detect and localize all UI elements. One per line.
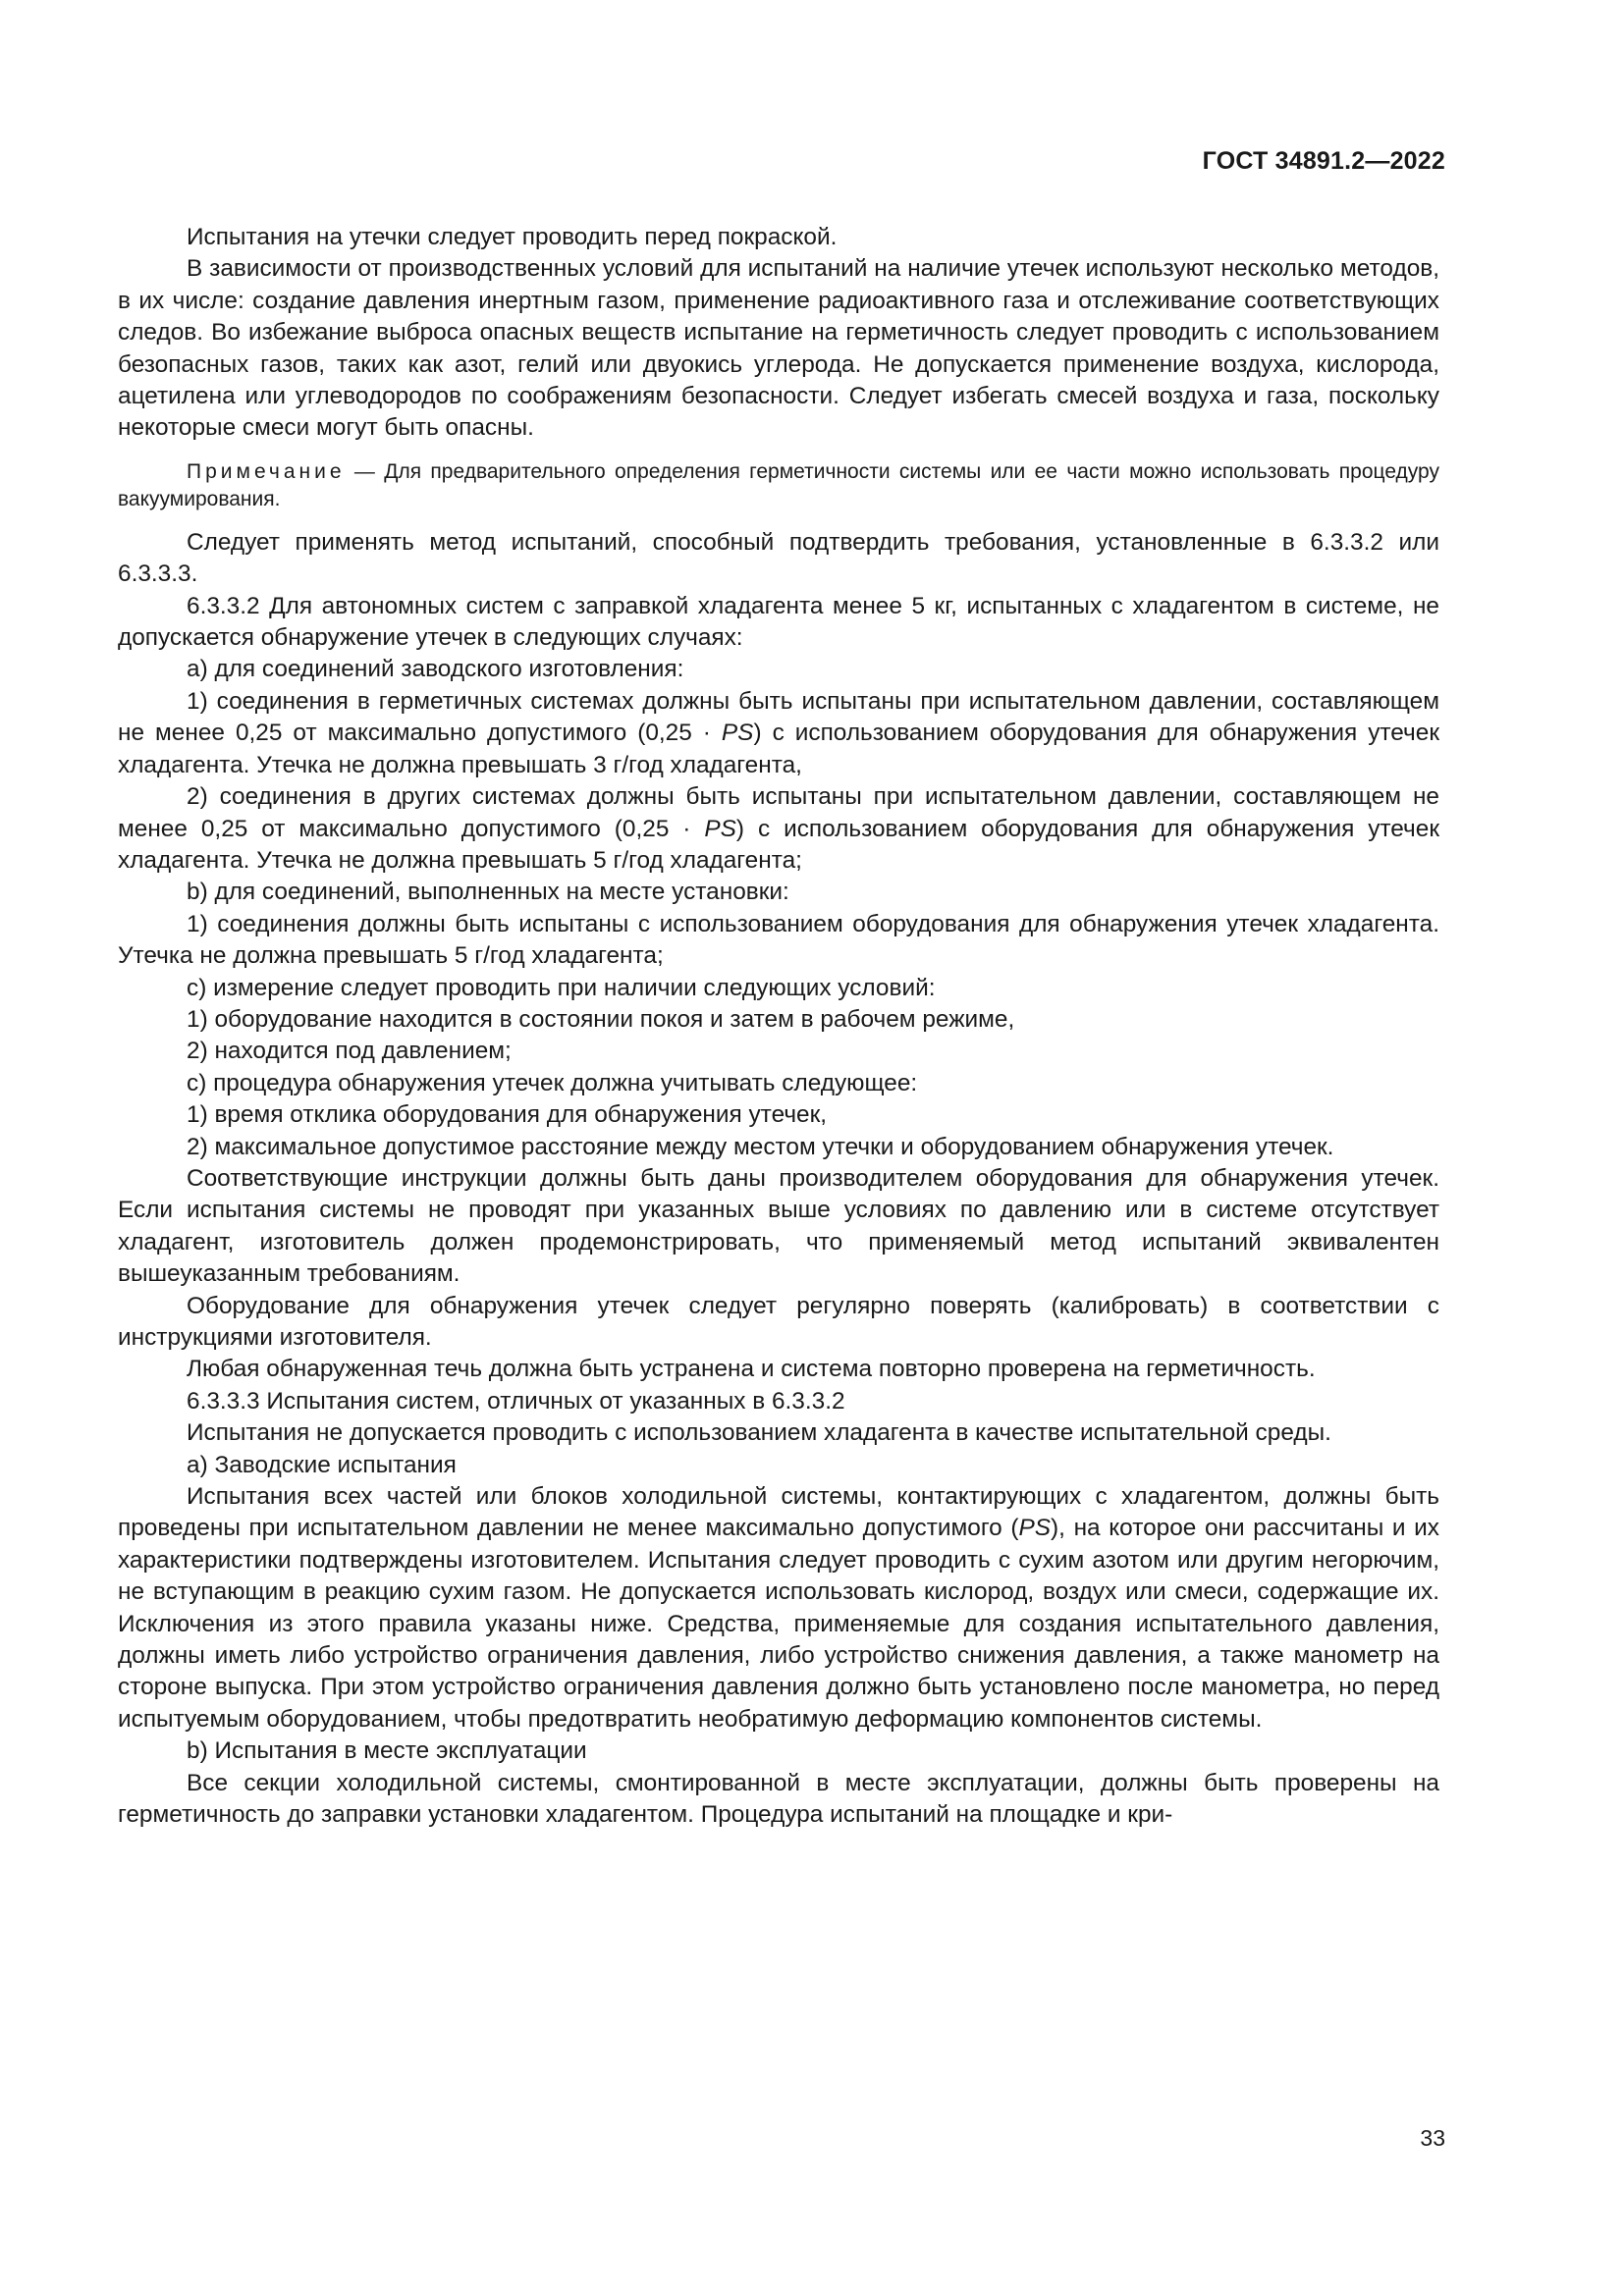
note-text: Для предварительного определения герметичности системы или ее части можно использовать процедуру вакуумирования. [118, 459, 1439, 510]
ps-symbol: PS [1018, 1515, 1052, 1542]
document-code: ГОСТ 34891.2—2022 [1202, 147, 1445, 175]
list-item: 1) оборудование находится в состоянии покоя и затем в рабочем режиме, [187, 1005, 1015, 1033]
clause-6-3-3-2: 6.3.3.2 Для автономных систем с заправкой хладагента менее 5 кг, испытанных с хладагентом в системе, не допускается обнаружение утечек в следующих случаях: [118, 592, 1439, 652]
note [118, 458, 1439, 513]
paragraph: Любая обнаруженная течь должна быть устранена и система повторно проверена на герметичность. [187, 1356, 1316, 1383]
paragraph: Испытания не допускается проводить с использованием хладагента в качестве испытательной среды. [187, 1419, 1331, 1447]
list-item: с) измерение следует проводить при наличии следующих условий: [187, 974, 936, 1001]
paragraph [118, 1481, 1439, 1735]
list-item: 1) время отклика оборудования для обнаружения утечек, [187, 1101, 828, 1129]
list-item [118, 686, 1439, 781]
paragraph: Соответствующие инструкции должны быть даны производителем оборудования для обнаружения утечек. Если испытания системы не проводят при указанных выше условиях по давлению или в системе отсутствует хладагент, изготовитель должен продемонстрировать, что применяемый метод испытаний эквивалентен вышеуказанным требованиям. [118, 1164, 1439, 1288]
ps-symbol: PS [704, 815, 736, 842]
paragraph: Испытания на утечки следует проводить перед покраской. [187, 224, 838, 250]
text-run: Испытания всех частей или блоков холодильной системы, контактирующих с хладагентом, должны быть проведены при испытательном давлении не менее максимально допустимого ( [118, 1483, 1439, 1542]
list-item: а) Заводские испытания [187, 1451, 457, 1478]
note-separator: — [345, 459, 385, 483]
list-item: а) для соединений заводского изготовления: [187, 656, 684, 683]
note-label: Примечание [187, 459, 346, 483]
paragraph: Все секции холодильной системы, смонтированной в месте эксплуатации, должны быть проверены на герметичность до заправки установки хладагентом. Процедура испытаний на площадке и кри- [118, 1769, 1439, 1829]
paragraph: Следует применять метод испытаний, способный подтвердить требования, установленные в 6.3.3.2 или 6.3.3.3. [118, 528, 1439, 588]
text-run: ), на которое они рассчитаны и их характеристики подтверждены изготовителем. Испытания следует проводить с сухим азотом или другим негорючим, не вступающим в реакцию сухим газом. Не допускается использовать кислород, воздух или смеси, содержащие их. Исключения из этого правила указаны ниже. Средства, применяемые для создания испытательного давления, должны иметь либо устройство ограничения давления, либо устройство снижения давления, а также манометр на стороне выпуска. При этом устройство ограничения давления должно быть установлено после манометра, но перед испытуемым оборудованием, чтобы предотвратить необратимую деформацию компонентов системы. [118, 1515, 1439, 1733]
paragraph: В зависимости от производственных условий для испытаний на наличие утечек используют несколько методов, в их числе: создание давления инертным газом, применение радиоактивного газа и отслеживание соответствующих следов. Во избежание выброса опасных веществ испытание на герметичность следует проводить с использованием безопасных газов, таких как азот, гелий или двуокись углерода. Не допускается применение воздуха, кислорода, ацетилена или углеводородов по соображениям безопасности. Следует избегать смесей воздуха и газа, поскольку некоторые смеси могут быть опасны. [118, 255, 1439, 442]
list-item: b) Испытания в месте эксплуатации [187, 1737, 587, 1765]
list-item: 2) находится под давлением; [187, 1038, 512, 1065]
page-number: 33 [1420, 2125, 1445, 2151]
list-item: 1) соединения должны быть испытаны с использованием оборудования для обнаружения утечек хладагента. Утечка не должна превышать 5 г/год хладагента; [118, 910, 1439, 970]
list-item: b) для соединений, выполненных на месте установки: [187, 879, 789, 906]
text-run: ) с использованием оборудования для обнаружения утечек хладагента. Утечка не должна превышать 3 г/год хладагента, [118, 720, 1439, 778]
document-body [118, 222, 1439, 1832]
list-item: 2) максимальное допустимое расстояние между местом утечки и оборудованием обнаружения утечек. [187, 1133, 1334, 1160]
clause-6-3-3-3: 6.3.3.3 Испытания систем, отличных от указанных в 6.3.3.2 [187, 1387, 845, 1415]
list-item: с) процедура обнаружения утечек должна учитывать следующее: [187, 1069, 918, 1096]
text-run: 2) соединения в других системах должны быть испытаны при испытательном давлении, составляющем не менее 0,25 от максимально допустимого (0,25 · [118, 783, 1439, 842]
text-run: ) с использованием оборудования для обнаружения утечек хладагента. Утечка не должна превышать 5 г/год хладагента; [118, 815, 1439, 874]
paragraph: Оборудование для обнаружения утечек следует регулярно поверять (калибровать) в соответствии с инструкциями изготовителя. [118, 1292, 1439, 1351]
ps-symbol: PS [721, 720, 754, 747]
text-run: 1) соединения в герметичных системах должны быть испытаны при испытательном давлении, составляющем не менее 0,25 от максимально допустимого (0,25 · [118, 687, 1439, 747]
list-item [118, 781, 1439, 877]
